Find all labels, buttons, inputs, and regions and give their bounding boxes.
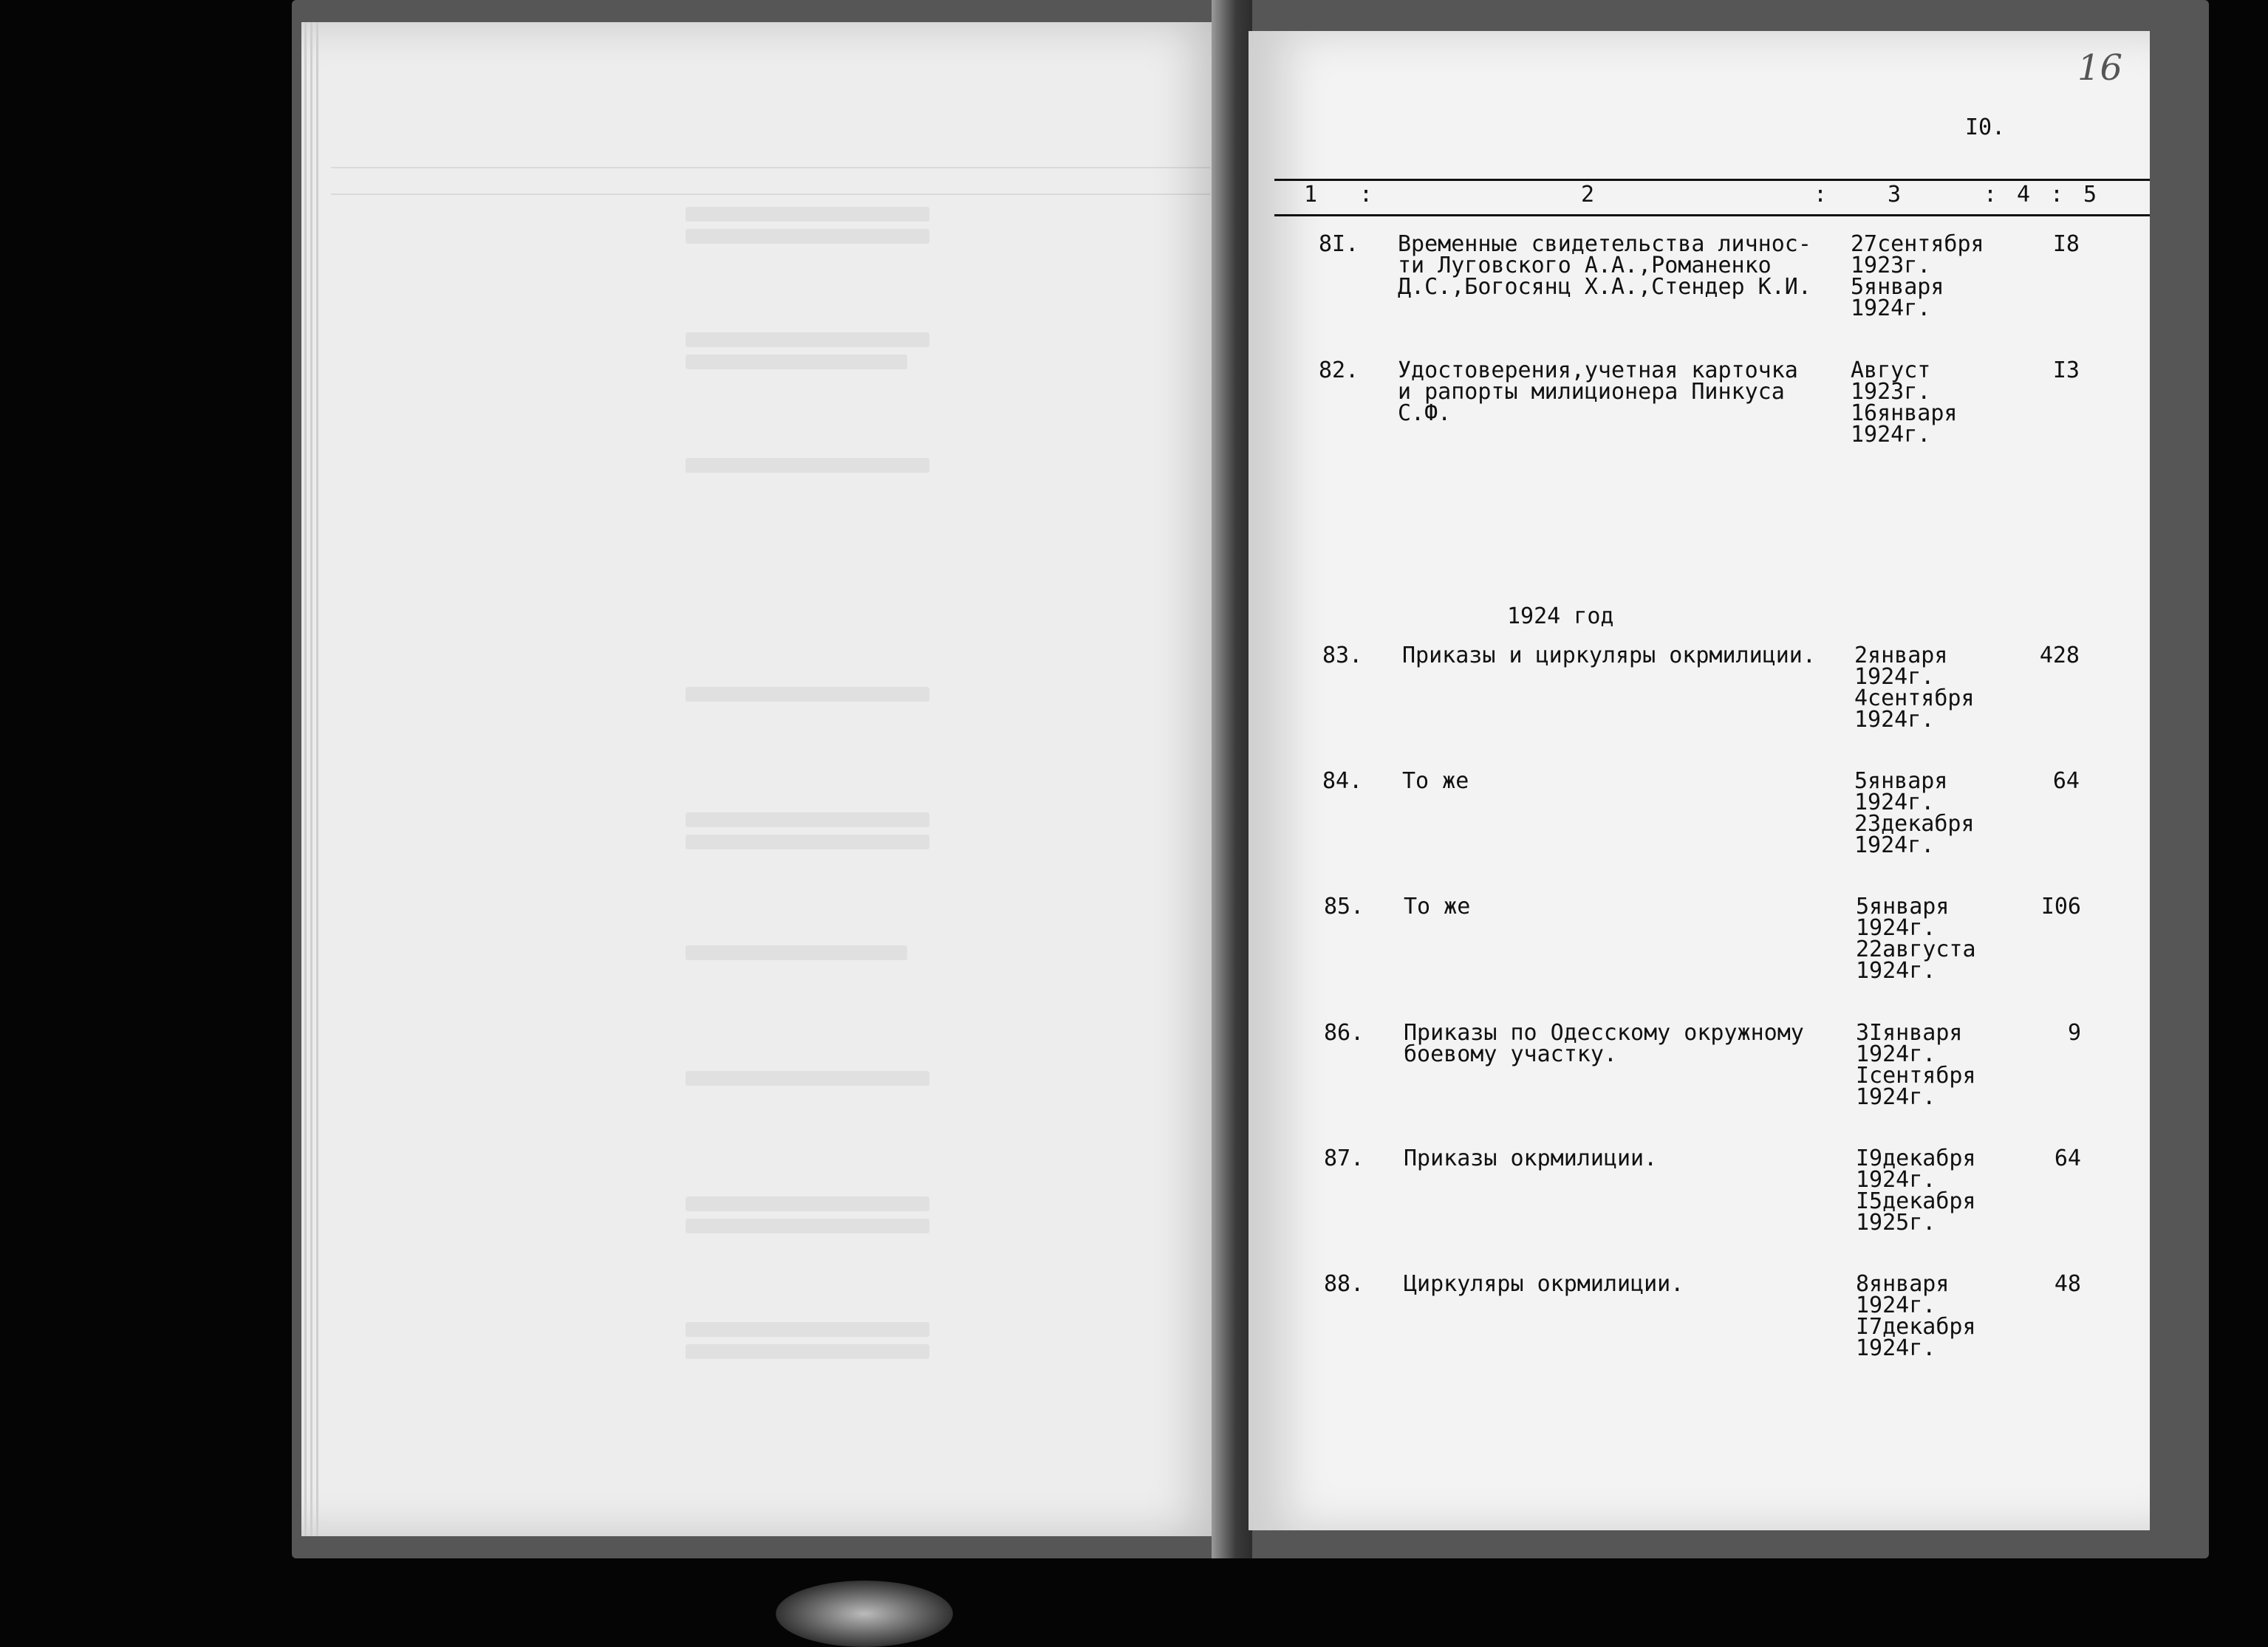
entry-number: 87. [1324,1146,1364,1171]
entry-number: 8I. [1319,231,1359,257]
page-edge [304,22,307,1536]
inventory-entry [1322,768,2080,866]
inventory-entry [1324,894,2081,992]
column-separator: : [1984,182,1998,208]
column-number: 5 [2083,182,2097,208]
year-heading: 1924 год [1507,603,1614,629]
entry-title: То же [1404,894,1471,920]
book-spine [1212,0,1252,1558]
entry-dates: 27сентября 1923г. 5января 1924г. [1851,231,1984,321]
bleed-through-rule [331,194,1210,195]
entry-dates: 8января 1924г. I7декабря 1924г. [1856,1271,1976,1361]
column-number-row [1304,180,2150,213]
entry-dates: 5января 1924г. 23декабря 1924г. [1854,768,1975,858]
bleed-through-text [686,1196,929,1211]
entry-title: Удостоверения,учетная карточка и рапорты милиционера Пинкуса С.Ф. [1398,357,1798,426]
entry-sheet-count: I06 [2040,894,2081,920]
entry-sheet-count: I3 [2052,357,2080,383]
entry-number: 88. [1324,1271,1364,1297]
entry-sheet-count: 64 [2052,768,2080,794]
entry-sheet-count: 48 [2054,1271,2081,1297]
bleed-through-text [686,355,907,369]
entry-sheet-count: 64 [2054,1146,2081,1171]
inventory-entry [1319,231,2080,329]
inventory-entry [1319,357,2080,456]
entry-title: Приказы по Одесскому окружному боевому участку. [1404,1020,1804,1067]
paper-curl [776,1581,953,1647]
bleed-through-text [686,835,929,849]
column-number: 2 [1581,182,1595,208]
column-number: 4 [2017,182,2031,208]
column-separator: : [1814,182,1828,208]
page-number: I0. [1965,114,2006,140]
inventory-entry [1324,1146,2081,1244]
bleed-through-text [686,812,929,827]
entry-title: Приказы окрмилиции. [1404,1146,1658,1171]
entry-title: Циркуляры окрмилиции. [1404,1271,1684,1297]
left-page-blank-reverse [301,22,1225,1536]
bleed-through-rule [331,167,1210,168]
inventory-entry [1324,1271,2081,1369]
bleed-through-text [686,332,929,347]
page-edge [310,22,312,1536]
entry-dates: 5января 1924г. 22августа 1924г. [1856,894,1976,984]
entry-dates: 2января 1924г. 4сентября 1924г. [1854,643,1975,733]
bleed-through-text [686,458,929,473]
entry-number: 84. [1322,768,1363,794]
bleed-through-text [686,1322,929,1337]
entry-title: Приказы и циркуляры окрмилиции. [1402,643,1816,668]
inventory-entry [1324,1020,2081,1118]
column-number: 3 [1888,182,1902,208]
entry-sheet-count: 9 [2067,1020,2081,1046]
entry-title: Временные свидетельства личнос- ти Луговского А.А.,Романенко Д.С.,Богосянц Х.А.,Стендер К.И. [1398,231,1811,300]
bleed-through-text [686,945,907,960]
column-separator: : [2050,182,2064,208]
folio-number: 16 [2077,47,2123,89]
entry-number: 85. [1324,894,1364,920]
bleed-through-text [686,207,929,222]
inventory-entry [1322,643,2080,741]
entry-title: То же [1402,768,1469,794]
page-edge [316,22,318,1536]
entry-number: 82. [1319,357,1359,383]
entry-sheet-count: I8 [2052,231,2080,257]
bleed-through-text [686,1219,929,1233]
bleed-through-text [686,229,929,244]
entry-dates: I9декабря 1924г. I5декабря 1925г. [1856,1146,1976,1236]
bleed-through-text [686,1344,929,1359]
column-separator: : [1359,182,1373,208]
column-number: 1 [1304,182,1318,208]
entry-number: 86. [1324,1020,1364,1046]
entry-dates: 3Iянваря 1924г. Iсентября 1924г. [1856,1020,1976,1110]
entry-number: 83. [1322,643,1363,668]
bleed-through-text [686,1071,929,1086]
entry-sheet-count: 428 [2039,643,2080,668]
entry-dates: Август 1923г. 16января 1924г. [1851,357,1958,448]
bleed-through-text [686,687,929,702]
header-rule-bottom [1274,214,2150,216]
